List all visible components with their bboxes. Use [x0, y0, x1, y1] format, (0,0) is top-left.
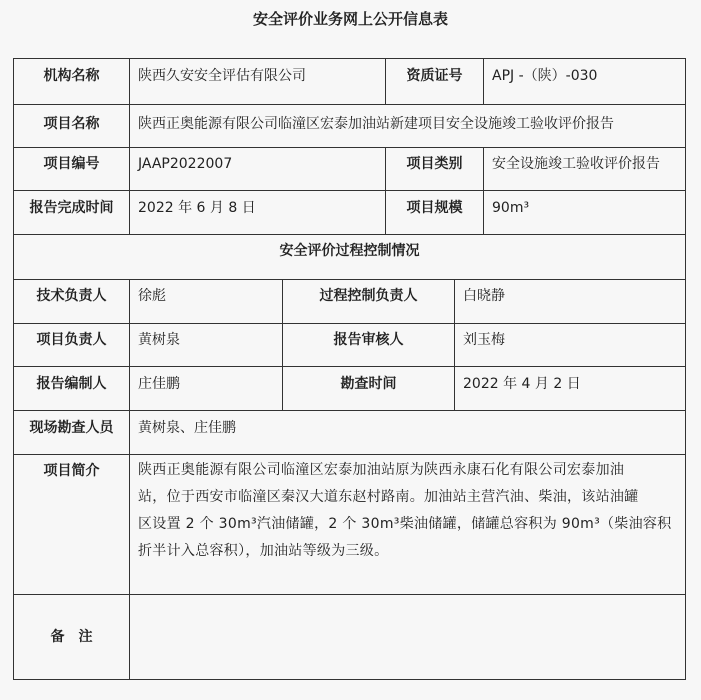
compiler-label: 报告编制人 [36, 376, 107, 392]
project-type-value: 安全设施竣工验收评价报告 [492, 156, 660, 172]
scale-label: 项目规模 [406, 200, 463, 216]
project-no-value: JAAP2022007 [138, 156, 233, 172]
report-date-label: 报告完成时间 [29, 200, 114, 216]
row-divider [14, 279, 685, 280]
tech-lead-value: 徐彪 [138, 288, 166, 304]
process-lead-label: 过程控制负责人 [319, 288, 418, 304]
compiler-value: 庄佳鹏 [138, 376, 180, 392]
cert-label: 资质证号 [406, 68, 463, 84]
row-divider [14, 366, 685, 367]
intro-line: 区设置 2 个 30m³汽油储罐，2 个 30m³柴油储罐，储罐总容积为 90m³（柴油容积 [138, 516, 672, 532]
project-lead-value: 黄树泉 [138, 332, 180, 348]
surveyors-value: 黄树泉、庄佳鹏 [138, 420, 236, 436]
project-type-label: 项目类别 [406, 156, 463, 172]
row-divider [14, 454, 685, 455]
report-date-value: 2022 年 6 月 8 日 [138, 200, 256, 216]
row-divider [14, 234, 685, 235]
surveyors-label: 现场勘查人员 [29, 420, 114, 436]
project-lead-label: 项目负责人 [36, 332, 107, 348]
survey-time-value: 2022 年 4 月 2 日 [463, 376, 581, 392]
section-title: 安全评价过程控制情况 [279, 243, 420, 259]
page-title: 安全评价业务网上公开信息表 [252, 10, 448, 28]
intro-line: 站，位于西安市临潼区秦汉大道东赵村路南。加油站主营汽油、柴油，该站油罐 [138, 489, 639, 505]
remarks-label: 备 注 [50, 629, 93, 645]
project-name-label: 项目名称 [43, 116, 100, 132]
intro-text [130, 457, 685, 565]
org-label: 机构名称 [43, 68, 100, 84]
scale-value: 90m³ [492, 200, 530, 216]
row-divider [14, 594, 685, 595]
project-name-value: 陕西正奥能源有限公司临潼区宏泰加油站新建项目安全设施竣工验收评价报告 [138, 116, 614, 132]
row-divider [14, 323, 685, 324]
cert-value: APJ -（陕）-030 [492, 68, 598, 84]
row-divider [14, 190, 685, 191]
intro-line: 折半计入总容积），加油站等级为三级。 [138, 543, 389, 559]
info-table [13, 58, 686, 680]
row-divider [14, 104, 685, 105]
survey-time-label: 勘查时间 [340, 376, 397, 392]
project-no-label: 项目编号 [43, 156, 100, 172]
intro-line: 陕西正奥能源有限公司临潼区宏泰加油站原为陕西永康石化有限公司宏泰加油 [138, 462, 625, 478]
tech-lead-label: 技术负责人 [36, 288, 107, 304]
intro-label: 项目简介 [43, 463, 100, 479]
process-lead-value: 白晓静 [463, 288, 505, 304]
org-value: 陕西久安安全评估有限公司 [138, 68, 306, 84]
reviewer-label: 报告审核人 [333, 332, 404, 348]
row-divider [14, 410, 685, 411]
row-divider [14, 147, 685, 148]
reviewer-value: 刘玉梅 [463, 332, 505, 348]
